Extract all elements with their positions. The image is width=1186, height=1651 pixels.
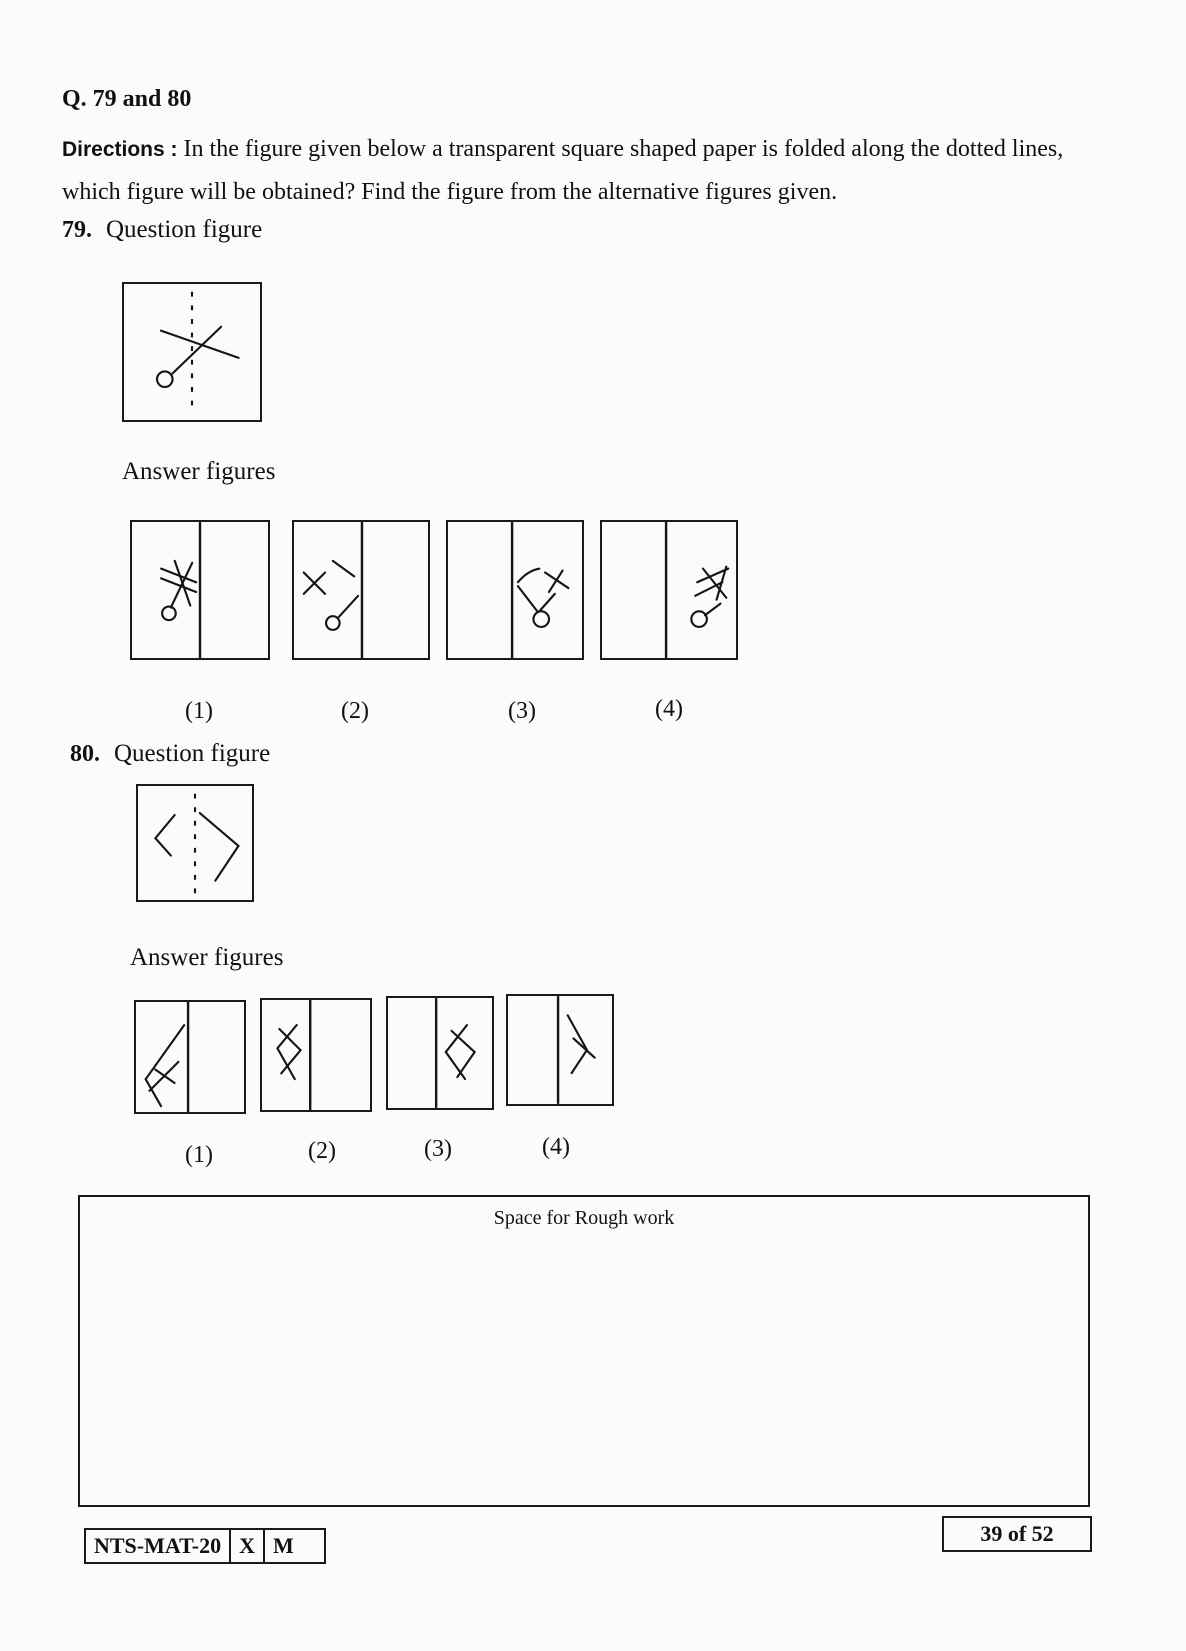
q79-heading <box>62 216 262 244</box>
q79-option-2-figure[interactable] <box>292 520 430 660</box>
paper-code-box <box>84 1528 326 1564</box>
q80-option-4-figure[interactable] <box>506 994 614 1106</box>
q79-option-3-figure[interactable] <box>446 520 584 660</box>
q80-option-2-label: (2) <box>308 1138 336 1164</box>
q79-option-4-label: (4) <box>655 696 683 722</box>
rough-work-title: Space for Rough work <box>493 1207 675 1229</box>
q80-option-2-figure[interactable] <box>260 998 372 1112</box>
q80-option-3-label: (3) <box>424 1136 452 1162</box>
q79-option-1-label: (1) <box>185 698 213 724</box>
q80-number: 80. <box>70 741 100 767</box>
q80-option-1-figure[interactable] <box>134 1000 246 1114</box>
directions-text: In the figure given below a transparent square shaped paper is folded along the dotted lines, which figure will be obtained? Find the figure from the alternative figures given. <box>62 136 1064 205</box>
q80-option-3-figure[interactable] <box>386 996 494 1110</box>
rough-work-box <box>78 1195 1090 1507</box>
q79-answer-label: Answer figures <box>122 458 276 485</box>
paper-subject: M <box>273 1533 294 1558</box>
q80-heading <box>70 740 270 768</box>
q79-option-1-figure[interactable] <box>130 520 270 660</box>
q79-question-figure <box>122 282 262 422</box>
q80-question-figure <box>136 784 254 902</box>
page-number: 39 of 52 <box>942 1516 1092 1552</box>
question-range-heading: Q. 79 and 80 <box>62 86 192 112</box>
q79-option-2-label: (2) <box>341 698 369 724</box>
q80-option-4-label: (4) <box>542 1134 570 1160</box>
paper-code: NTS-MAT-20 <box>86 1530 231 1562</box>
q80-answer-label: Answer figures <box>130 944 284 971</box>
q79-option-3-label: (3) <box>508 698 536 724</box>
directions-label: Directions : <box>62 138 178 161</box>
paper-class: X <box>231 1530 265 1562</box>
directions <box>62 128 1092 213</box>
q80-option-1-label: (1) <box>185 1142 213 1168</box>
q80-question-label: Question figure <box>114 740 271 767</box>
q79-question-label: Question figure <box>106 216 263 243</box>
q79-number: 79. <box>62 217 92 243</box>
q79-option-4-figure[interactable] <box>600 520 738 660</box>
